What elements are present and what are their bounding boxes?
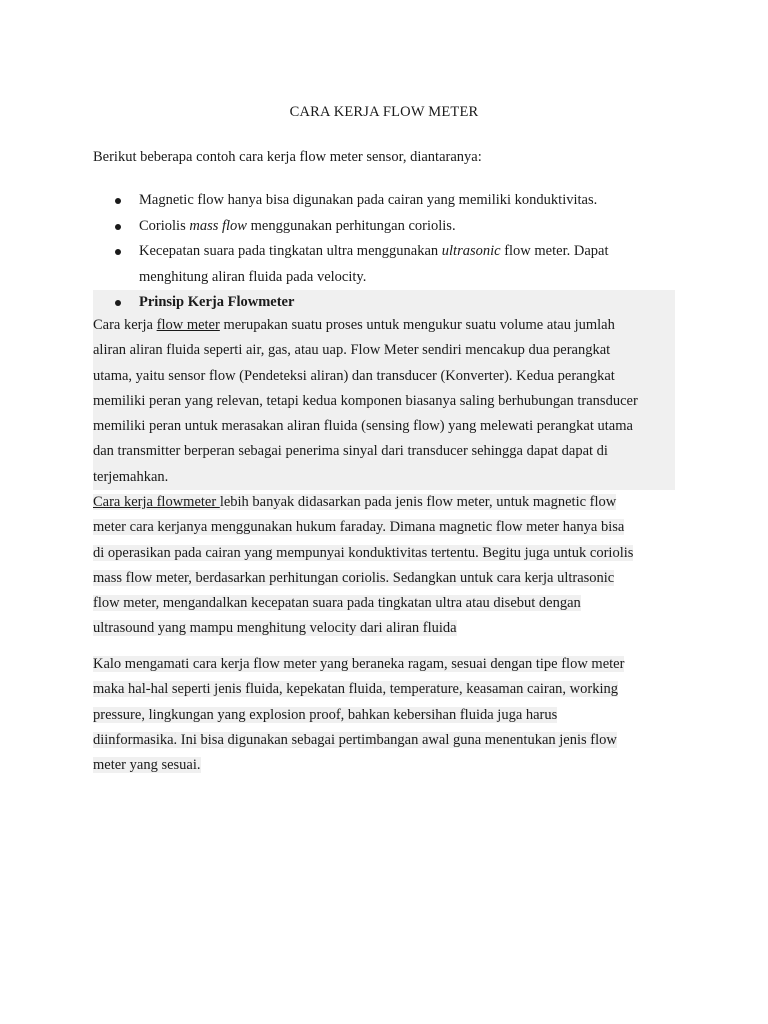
flowmeter-link[interactable]: Cara kerja flowmeter	[93, 494, 220, 510]
list-item: Kecepatan suara pada tingkatan ultra menggunakan ultrasonic flow meter. Dapat menghitung aliran fluida pada velocity.	[93, 239, 675, 290]
bullet-icon	[115, 198, 121, 204]
paragraph-line: memiliki peran yang relevan, tetapi kedua komponen biasanya saling berhubungan transducer	[93, 392, 638, 409]
paragraph-line: meter cara kerjanya menggunakan hukum faraday. Dimana magnetic flow meter hanya bisa	[93, 519, 625, 536]
paragraph-line: memiliki peran untuk merasakan aliran fluida (sensing flow) yang melewati perangkat utama	[93, 418, 633, 435]
paragraph-line: di operasikan pada cairan yang mempunyai konduktivitas tertentu. Begitu juga untuk coriolis	[93, 544, 634, 561]
paragraph-line: diinformasika. Ini bisa digunakan sebagai pertimbangan awal guna menentukan jenis flow	[93, 731, 617, 748]
bullet-icon	[115, 224, 121, 230]
paragraph-line: dan transmitter berperan sebagai penerima sinyal dari transducer sehingga dapat dapat di	[93, 443, 608, 460]
flow-meter-link[interactable]: flow meter	[156, 317, 220, 333]
paragraph-line: ultrasound yang mampu menghitung velocity dari aliran fluida	[93, 620, 457, 637]
paragraph-line: mass flow meter, berdasarkan perhitungan coriolis. Sedangkan untuk cara kerja ultrasonic	[93, 569, 615, 586]
paragraph-3	[93, 652, 675, 778]
bullet-icon	[115, 249, 121, 255]
list-item: Magnetic flow hanya bisa digunakan pada cairan yang memiliki konduktivitas.	[93, 188, 675, 214]
paragraph-line: meter yang sesuai.	[93, 757, 201, 774]
bullet-list	[93, 188, 675, 316]
paragraph-line: pressure, lingkungan yang explosion proof, bahkan kebersihan fluida juga harus	[93, 706, 558, 723]
paragraph-line: aliran aliran fluida seperti air, gas, atau uap. Flow Meter sendiri mencakup dua perangkat	[93, 342, 611, 359]
paragraph-line: flow meter, mengandalkan kecepatan suara pada tingkatan ultra atau disebut dengan	[93, 595, 581, 612]
paragraph-line: Cara kerja flowmeter lebih banyak didasarkan pada jenis flow meter, untuk magnetic flow	[93, 494, 617, 510]
bullet-icon	[115, 300, 121, 306]
paragraph-2	[93, 490, 675, 642]
paragraph-line: Kalo mengamati cara kerja flow meter yang beraneka ragam, sesuai dengan tipe flow meter	[93, 656, 625, 672]
document-title: CARA KERJA FLOW METER	[289, 104, 479, 120]
paragraph-line: Cara kerja flow meter merupakan suatu proses untuk mengukur suatu volume atau jumlah	[93, 317, 615, 333]
paragraph-line: maka hal-hal seperti jenis fluida, kepekatan fluida, temperature, keasaman cairan, working	[93, 681, 619, 698]
section-heading: Prinsip Kerja Flowmeter	[139, 294, 295, 310]
intro-text: Berikut beberapa contoh cara kerja flow meter sensor, diantaranya:	[93, 149, 482, 165]
list-item: Coriolis mass flow menggunakan perhitungan coriolis.	[93, 214, 675, 240]
paragraph-line: utama, yaitu sensor flow (Pendeteksi aliran) dan transducer (Konverter). Kedua perangkat	[93, 367, 615, 384]
paragraph-line: terjemahkan.	[93, 468, 169, 485]
list-item-heading	[93, 290, 675, 316]
paragraph-1	[93, 313, 675, 490]
